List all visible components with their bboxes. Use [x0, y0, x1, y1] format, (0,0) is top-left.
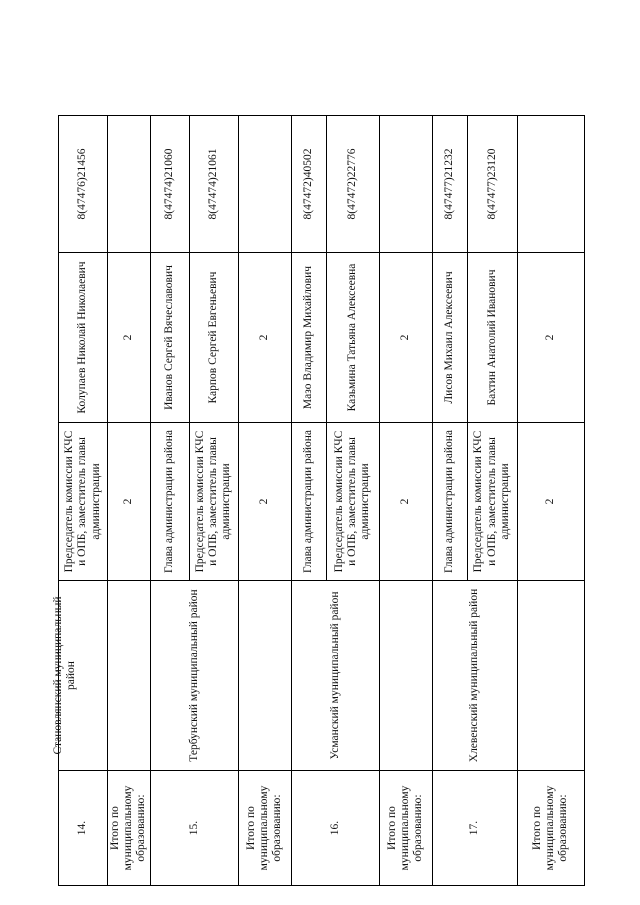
official-phone: 8(47476)21456 [59, 116, 108, 253]
district-name: Хлевенский муниципальный район [432, 581, 517, 771]
official-position: Председатель комиссии КЧС и ОПБ, заместитель главы администрации [59, 423, 108, 581]
subtotal-row [379, 116, 432, 886]
subtotal-row [238, 116, 291, 886]
official-phone: 8(47474)21061 [189, 116, 238, 253]
subtotal-label: Итого по муниципальному образованию: [108, 771, 151, 886]
official-phone: 8(47472)22776 [326, 116, 379, 253]
official-position: Председатель комиссии КЧС и ОПБ, заместитель главы администрации [189, 423, 238, 581]
table-row [291, 116, 326, 886]
district-name: Становлянский муниципальный район [59, 581, 108, 771]
empty-cell [517, 116, 584, 253]
official-name: Казьмина Татьяна Алексеевна [326, 253, 379, 423]
official-name: Мазо Владимир Михайлович [291, 253, 326, 423]
empty-cell [379, 581, 432, 771]
official-name: Иванов Сергей Вячеславович [150, 253, 189, 423]
position-count: 2 [379, 423, 432, 581]
official-name: Колупаев Николай Николаевич [59, 253, 108, 423]
official-position: Председатель комиссии КЧС и ОПБ, заместитель главы администрации [326, 423, 379, 581]
official-position: Председатель комиссии КЧС и ОПБ, заместитель главы администрации [467, 423, 517, 581]
official-name: Бахтин Анатолий Иванович [467, 253, 517, 423]
subtotal-label: Итого по муниципальному образованию: [379, 771, 432, 886]
name-count: 2 [517, 253, 584, 423]
name-count: 2 [379, 253, 432, 423]
officials-table [52, 115, 585, 886]
table-row [150, 116, 189, 886]
official-phone: 8(47477)21232 [432, 116, 467, 253]
position-count: 2 [108, 423, 151, 581]
empty-cell [517, 581, 584, 771]
district-name: Усманский муниципальный район [291, 581, 379, 771]
subtotal-label: Итого по муниципальному образованию: [517, 771, 584, 886]
empty-cell [238, 581, 291, 771]
name-count: 2 [108, 253, 151, 423]
position-count: 2 [238, 423, 291, 581]
empty-cell [379, 116, 432, 253]
empty-cell [238, 116, 291, 253]
district-name: Тербунский муниципальный район [150, 581, 238, 771]
subtotal-row [108, 116, 151, 886]
official-position: Глава администрации района [150, 423, 189, 581]
row-number: 14. [59, 771, 108, 886]
position-count: 2 [517, 423, 584, 581]
table-row [59, 116, 108, 886]
official-name: Лисов Михаил Алексеевич [432, 253, 467, 423]
official-position: Глава администрации района [432, 423, 467, 581]
rotated-page [52, 116, 581, 886]
name-count: 2 [238, 253, 291, 423]
official-phone: 8(47472)40502 [291, 116, 326, 253]
official-name: Карпов Сергей Евгеньевич [189, 253, 238, 423]
row-number: 17. [432, 771, 517, 886]
official-phone: 8(47474)21060 [150, 116, 189, 253]
table-row [432, 116, 467, 886]
subtotal-label: Итого по муниципальному образованию: [238, 771, 291, 886]
row-number: 16. [291, 771, 379, 886]
empty-cell [108, 116, 151, 253]
row-number: 15. [150, 771, 238, 886]
official-position: Глава администрации района [291, 423, 326, 581]
official-phone: 8(47477)23120 [467, 116, 517, 253]
empty-cell [108, 581, 151, 771]
subtotal-row [517, 116, 584, 886]
